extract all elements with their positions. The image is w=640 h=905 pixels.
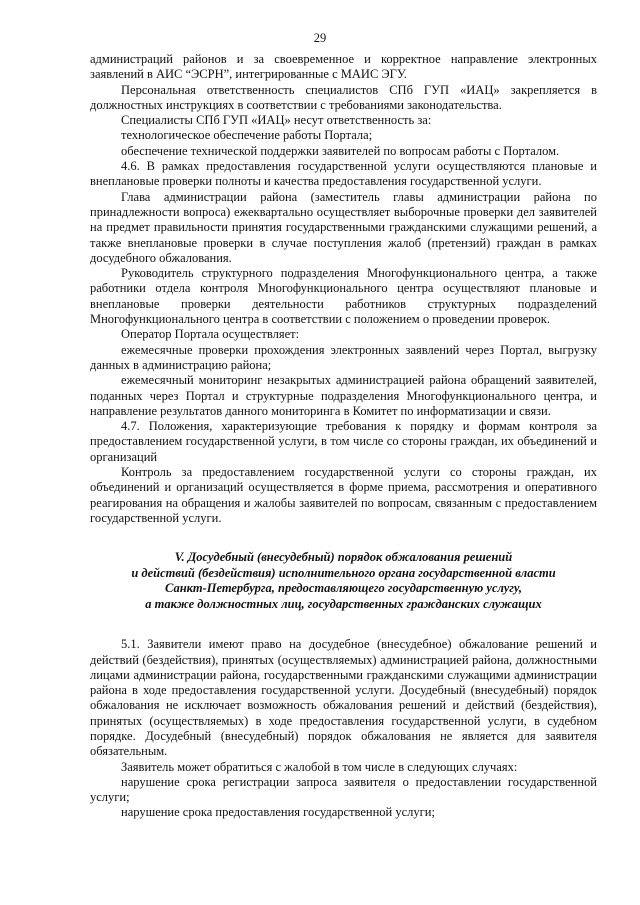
page-body <box>90 52 597 821</box>
paragraphs-after-section <box>90 637 597 821</box>
paragraph: ежемесячный мониторинг незакрытых администрацией района обращений заявителей, поданных через Портал и структурные подразделения Многофункционального центра, и направление результатов данного мониторинга в Комитет по информатизации и связи. <box>90 373 597 418</box>
section-heading-line: V. Досудебный (внесудебный) порядок обжалования решений <box>174 550 513 565</box>
paragraph: 5.1. Заявители имеют право на досудебное (внесудебное) обжалование решений и действий (бездействия), принятых (осуществляемых) администрацией района, должностными лицами администрации района, государственными гражданскими служащими администрации района в ходе предоставления государственной услуги. Досудебный (внесудебный) порядок обжалования не исключает возможность обжалования решений и действий (бездействия), принятых (осуществляемых) в ходе предоставления государственной услуги, в судебном порядке. Досудебный (внесудебный) порядок обжалования не является для заявителя обязательным. <box>90 637 597 759</box>
paragraph: обеспечение технической поддержки заявителей по вопросам работы с Порталом. <box>121 143 560 158</box>
paragraph: Персональная ответственность специалистов СПб ГУП «ИАЦ» закрепляется в должностных инструкциях в соответствии с требованиями законодательства. <box>90 82 597 112</box>
paragraph: Специалисты СПб ГУП «ИАЦ» несут ответственность за: <box>121 113 432 128</box>
paragraph: Заявитель может обратиться с жалобой в том числе в следующих случаях: <box>121 759 518 774</box>
paragraph: нарушение срока предоставления государственной услуги; <box>121 805 435 820</box>
paragraphs-before-section <box>90 52 597 526</box>
section-heading-line: а также должностных лиц, государственных гражданских служащих <box>145 596 542 611</box>
paragraph: Глава администрации района (заместитель главы администрации района по принадлежности вопроса) ежеквартально осуществляет выборочные проверки дел заявителей на предмет правильности принятия государственными гражданскими служащими решений, а также внеплановые проверки в случае поступления жалоб (претензий) граждан в рамках досудебного обжалования. <box>90 189 597 265</box>
paragraph: Руководитель структурного подразделения Многофункционального центра, а также работники отдела контроля Многофункционального центра осуществляют плановые и внеплановые проверки деятельности работников структурных подразделений Многофункционального центра в соответствии с положением о проведении проверок. <box>90 266 597 327</box>
section-heading-line: и действий (бездействия) исполнительного органа государственной власти <box>131 565 556 580</box>
paragraph: нарушение срока регистрации запроса заявителя о предоставлении государственной услуги; <box>90 774 597 805</box>
section-heading <box>90 550 597 612</box>
paragraph: 4.6. В рамках предоставления государственной услуги осуществляются плановые и внеплановые проверки полноты и качества предоставления государственной услуги. <box>90 159 597 189</box>
paragraph: Контроль за предоставлением государственной услуги со стороны граждан, их объединений и организаций осуществляется в форме приема, рассмотрения и оперативного реагирования на обращения и жалобы заявителей по вопросам, связанным с предоставлением государственной услуги. <box>90 465 597 525</box>
paragraph: ежемесячные проверки прохождения электронных заявлений через Портал, выгрузку данных в администрацию района; <box>90 342 597 372</box>
paragraph: Оператор Портала осуществляет: <box>121 327 300 342</box>
page-number: 29 <box>313 31 327 45</box>
paragraph: администраций районов и за своевременное и корректное направление электронных заявлений в АИС “ЭСРН”, интегрированные с МАИС ЭГУ. <box>90 52 597 82</box>
paragraph: технологическое обеспечение работы Портала; <box>121 128 373 143</box>
paragraph: 4.7. Положения, характеризующие требования к порядку и формам контроля за предоставлением государственной услуги, в том числе со стороны граждан, их объединений и организаций <box>90 419 597 464</box>
section-heading-line: Санкт-Петербурга, предоставляющего государственную услугу, <box>165 581 522 596</box>
